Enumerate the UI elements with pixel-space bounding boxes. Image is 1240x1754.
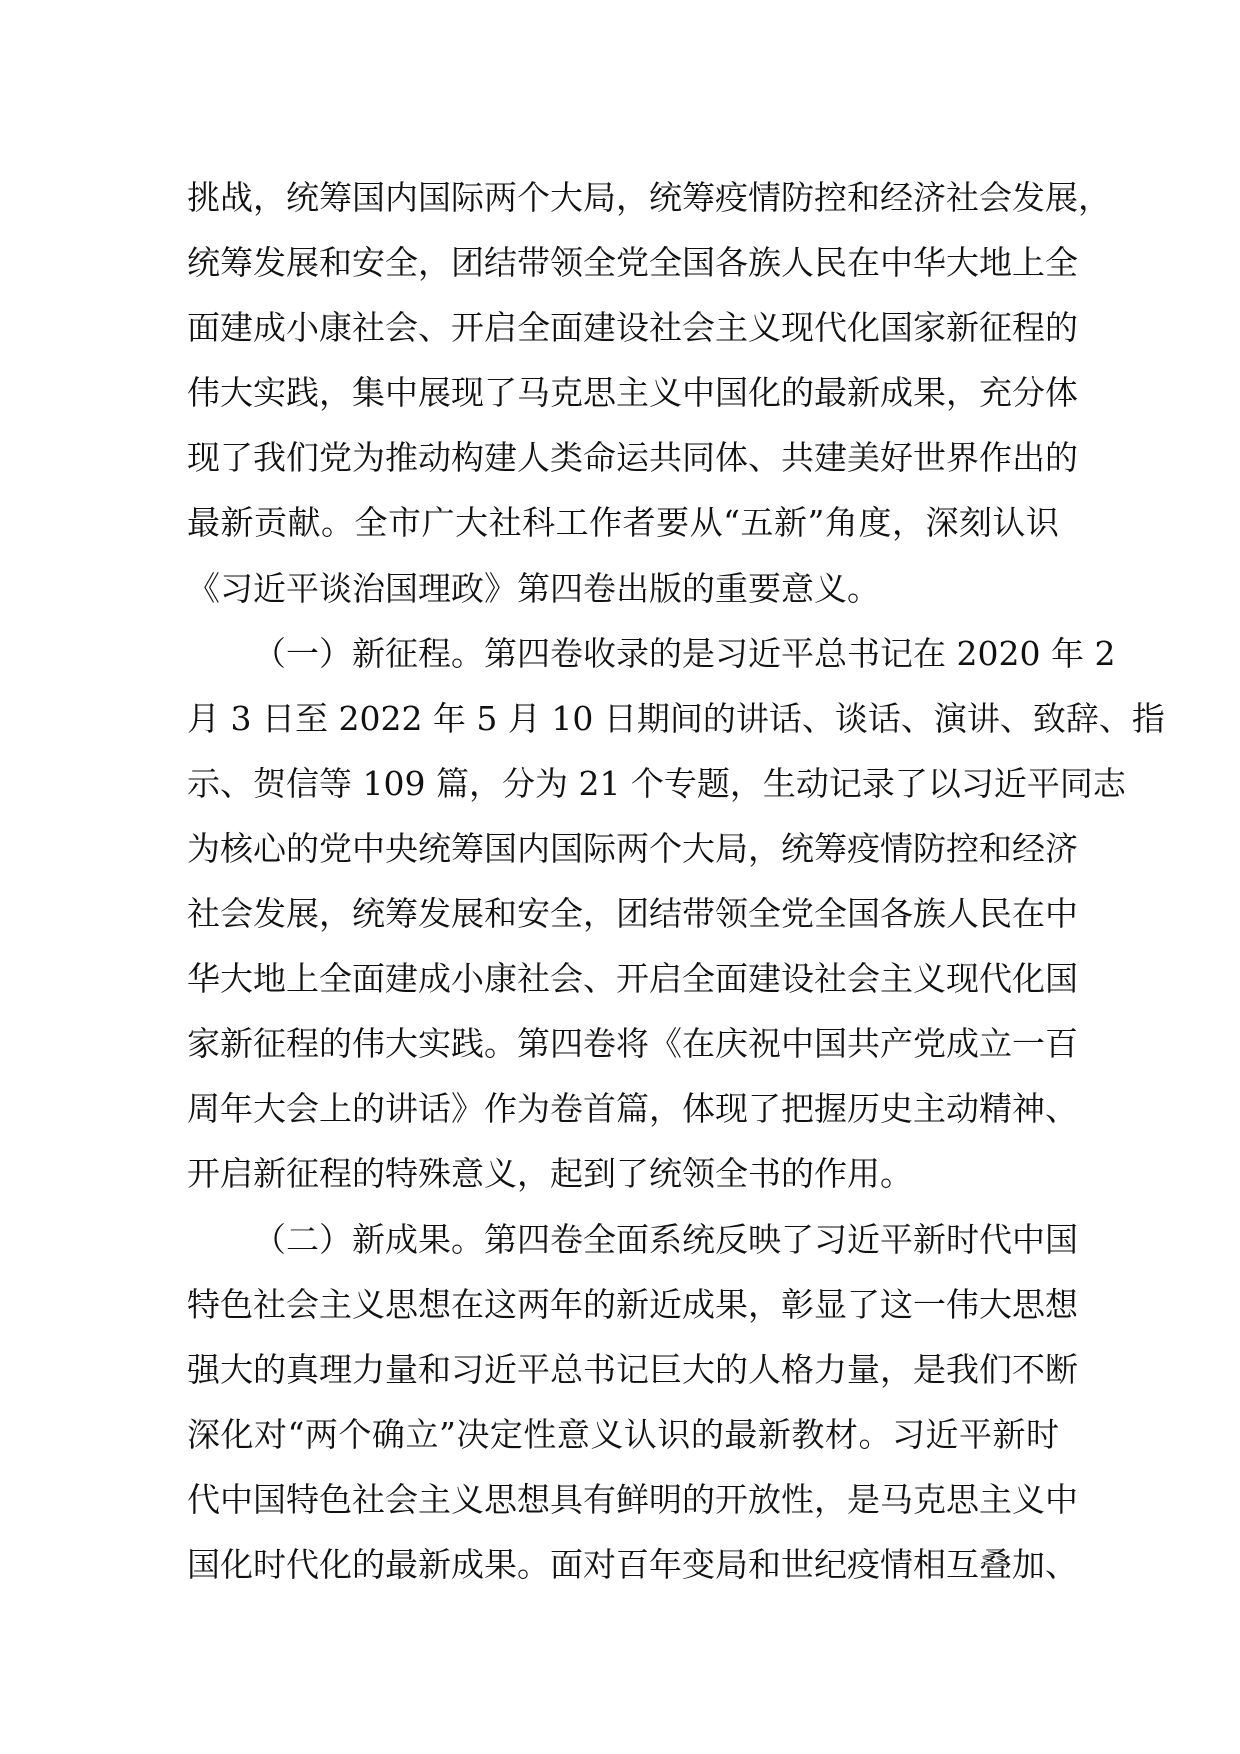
- text-line: 国化时代化的最新成果。面对百年变局和世纪疫情相互叠加、: [187, 1544, 1078, 1584]
- text-line: 挑战，统筹国内国际两个大局，统筹疫情防控和经济社会发展，: [187, 178, 1111, 217]
- text-line: （二）新成果。第四卷全面系统反映了习近平新时代中国: [253, 1219, 1078, 1259]
- text-line: 华大地上全面建成小康社会、开启全面建设社会主义现代化国: [187, 959, 1078, 999]
- text-line: 面建成小康社会、开启全面建设社会主义现代化国家新征程的: [187, 308, 1078, 348]
- text-line: 开启新征程的特殊意义，起到了统领全书的作用。: [187, 1154, 913, 1194]
- text-line: 伟大实践，集中展现了马克思主义中国化的最新成果，充分体: [187, 373, 1078, 413]
- text-line: 为核心的党中央统筹国内国际两个大局，统筹疫情防控和经济: [187, 828, 1078, 868]
- text-line: 深化对“两个确立”决定性意义认识的最新教材。习近平新时: [187, 1414, 1059, 1454]
- text-line: 强大的真理力量和习近平总书记巨大的人格力量，是我们不断: [187, 1349, 1078, 1389]
- text-line: 社会发展，统筹发展和安全，团结带领全党全国各族人民在中: [187, 894, 1078, 934]
- text-line: 统筹发展和安全，团结带领全党全国各族人民在中华大地上全: [187, 243, 1078, 283]
- text-line: 代中国特色社会主义思想具有鲜明的开放性，是马克思主义中: [187, 1479, 1078, 1519]
- body-text: [187, 165, 1165, 1597]
- text-line: 月 3 日至 2022 年 5 月 10 日期间的讲话、谈话、演讲、致辞、指: [187, 698, 1165, 738]
- text-line: 示、贺信等 109 篇，分为 21 个专题，生动记录了以习近平同志: [187, 763, 1126, 803]
- text-line: 周年大会上的讲话》作为卷首篇，体现了把握历史主动精神、: [187, 1089, 1078, 1129]
- text-line: 特色社会主义思想在这两年的新近成果，彰显了这一伟大思想: [187, 1284, 1078, 1324]
- text-line: 《习近平谈治国理政》第四卷出版的重要意义。: [187, 568, 880, 608]
- text-line: 现了我们党为推动构建人类命运共同体、共建美好世界作出的: [187, 438, 1078, 478]
- text-line: 最新贡献。全市广大社科工作者要从“五新”角度，深刻认识: [187, 503, 1059, 543]
- text-line: （一）新征程。第四卷收录的是习近平总书记在 2020 年 2: [253, 633, 1116, 673]
- text-line: 家新征程的伟大实践。第四卷将《在庆祝中国共产党成立一百: [187, 1024, 1078, 1064]
